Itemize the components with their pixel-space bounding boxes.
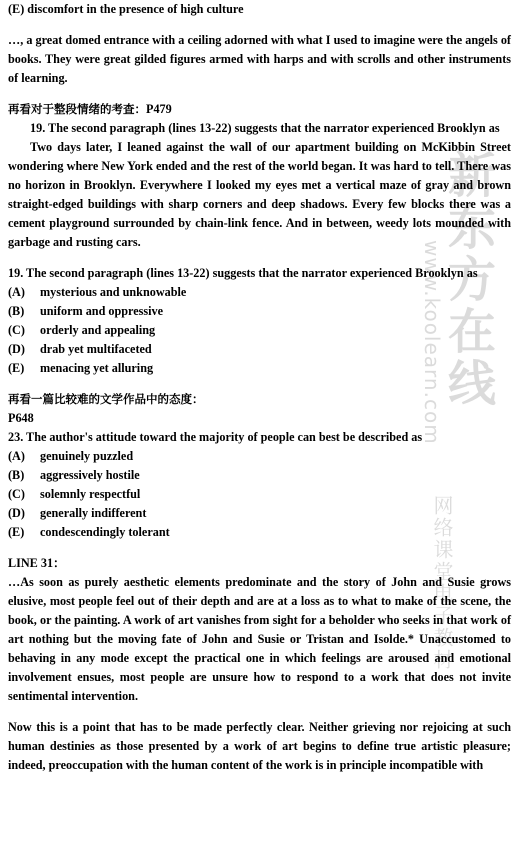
top-option: (E) discomfort in the presence of high culture [8,2,244,16]
question-19-stem: 19. The second paragraph (lines 13-22) suggests that the narrator experienced Brooklyn as [8,266,478,280]
watermark-subtitle: 网络课堂电子教材 [430,495,454,671]
passage-library: …, a great domed entrance with a ceiling adorned with what I used to imagine were the angels of books. They were great gilded figures armed with harps and with scrolls and other instruments of learning. [8,33,511,85]
watermark-url: www.koolearn.com [420,240,444,445]
option-item: (A) mysterious and unknowable [8,285,187,299]
heading-literary-attitude: 再看一篇比较难的文学作品中的态度： [8,392,204,406]
question-23-stem: 23. The author's attitude toward the majority of people can best be described as [8,430,423,444]
heading-paragraph-mood [8,100,511,119]
option-item: (E) menacing yet alluring [8,361,154,375]
watermark-char: 东 [448,200,497,256]
option-item: (D) generally indifferent [8,506,147,520]
line-31-label: LINE 31： [8,556,66,570]
option-item: (B) uniform and oppressive [8,304,164,318]
passage-brooklyn: Two days later, I leaned against the wall of our apartment building on McKibbin Street wondering where New York ended and the rest of the world began. It was hard to tell. There was no horizon in Brooklyn. Everywhere I looked my eyes met a vertical maze of gray and brown straight-edged buildings with sharp corners and deep shadows. Every few blocks there was a cement playground surrounded by chain-link fence. And in between, weedy lots mounded with garbage and rusting cars. [8,140,511,249]
watermark-char: 线 [448,356,497,412]
passage-aesthetic: …As soon as purely aesthetic elements predominate and the story of John and Susie grows elusive, most people feel out of their depth and are at a loss as to what to make of the scene, the book, or the painting. A work of art vanishes from sight for a beholder who seeks in that work of art nothing but the moving fate of John and Susie or Tristan and Isolde.* Unaccustomed to behaving in any mode except the practical one in which feelings are aroused and emotional involvement ensues, most people are unsure how to respond to a work that does not invite sentimental intervention. [8,575,511,703]
document-page [8,0,511,775]
option-item: (D) drab yet multifaceted [8,342,152,356]
question-19-options [8,283,511,378]
option-item: (C) solemnly respectful [8,487,141,501]
option-item: (A) genuinely puzzled [8,449,134,463]
passage-artistic-pleasure: Now this is a point that has to be made perfectly clear. Neither grieving nor rejoicing at such human destinies as those presented by a work of art begins to define true artistic pleasure; indeed, preoccupation with the human content of the work is in principle incompatible with [8,720,511,772]
watermark-char: 在 [448,304,497,360]
question-23-options [8,447,511,542]
watermark-char: 方 [448,252,497,308]
option-item: (B) aggressively hostile [8,468,140,482]
option-item: (E) condescendingly tolerant [8,525,170,539]
heading-cn: 再看对于整段情绪的考查： [8,102,146,116]
heading-page-648: P648 [8,411,34,425]
question-19-intro: 19. The second paragraph (lines 13-22) suggests that the narrator experienced Brooklyn as [30,121,500,135]
option-item: (C) orderly and appealing [8,323,156,337]
heading-page: P479 [146,102,172,116]
watermark-char: 新 [448,148,497,204]
